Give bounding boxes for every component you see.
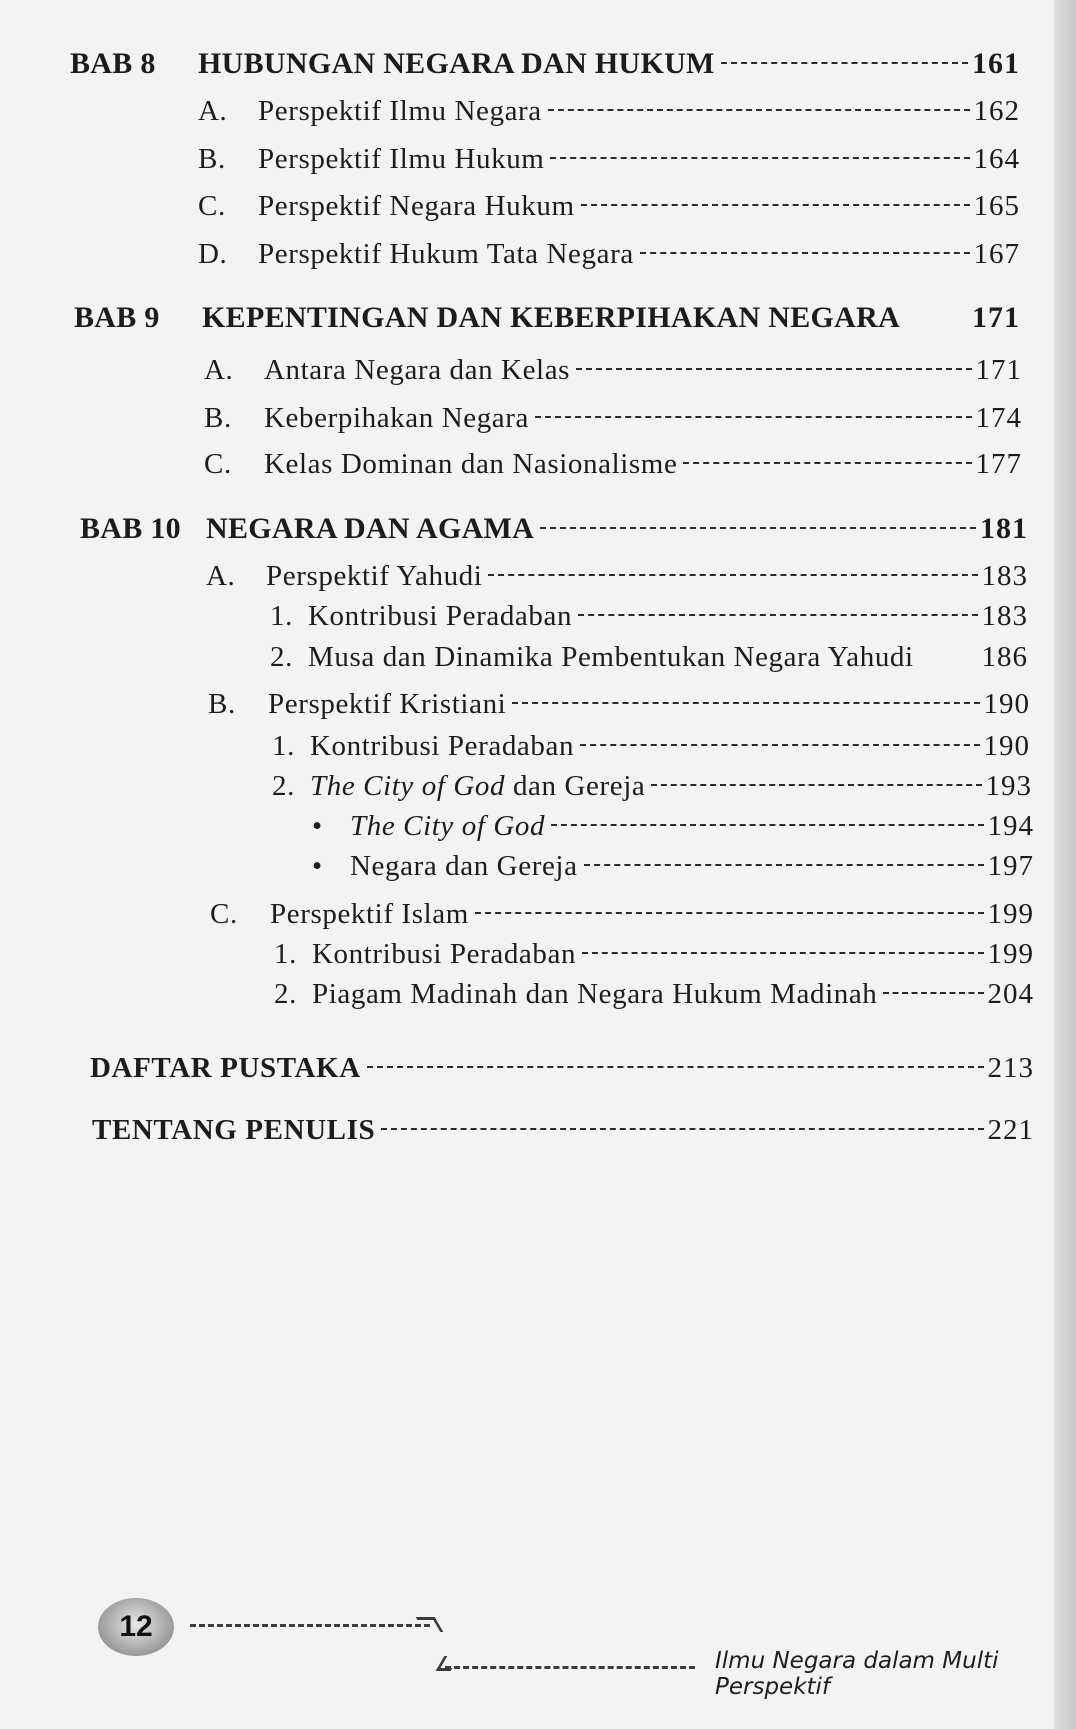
dot-leader	[584, 864, 984, 866]
subsection-prefix: 2.	[274, 978, 297, 1010]
page-number: 161	[972, 47, 1020, 80]
page-number-badge: 12	[98, 1598, 174, 1656]
subsection-prefix: 1.	[274, 938, 297, 970]
subsection-title: Piagam Madinah dan Negara Hukum Madinah	[312, 978, 878, 1010]
subsection-title	[310, 770, 645, 803]
bullet-title: The City of God	[350, 810, 546, 842]
section-title: Antara Negara dan Kelas	[264, 354, 571, 386]
dot-leader	[548, 109, 970, 111]
back-matter-title: TENTANG PENULIS	[92, 1114, 376, 1146]
dot-leader	[580, 744, 979, 746]
dot-leader	[906, 316, 968, 318]
page-number: 190	[983, 688, 1030, 720]
page-number: 183	[981, 560, 1028, 592]
subsection-title: Kontribusi Peradaban	[312, 938, 577, 970]
dot-leader	[582, 952, 983, 954]
page-number: 199	[987, 938, 1034, 970]
section-title: Perspektif Ilmu Negara	[258, 95, 542, 127]
toc-bullet-item	[312, 810, 1034, 850]
toc-section	[198, 190, 1020, 230]
toc-subsection	[272, 770, 1032, 810]
toc-section	[208, 688, 1030, 728]
subsection-title: Kontribusi Peradaban	[310, 730, 575, 762]
dot-leader	[488, 574, 977, 576]
chapter-prefix: BAB 9	[74, 301, 160, 334]
section-prefix: A.	[206, 560, 236, 592]
page-number: 181	[980, 512, 1028, 545]
page-number: 171	[975, 354, 1022, 386]
subsection-prefix: 1.	[270, 600, 293, 632]
section-title: Perspektif Negara Hukum	[258, 190, 575, 222]
footer-dashed-line-top	[190, 1624, 430, 1627]
dot-leader	[381, 1128, 983, 1130]
dot-leader	[535, 416, 971, 418]
dot-leader	[367, 1066, 984, 1068]
toc-section	[206, 560, 1028, 600]
subsection-title-rest: dan Gereja	[505, 770, 646, 802]
section-title: Perspektif Kristiani	[268, 688, 507, 720]
page-footer	[0, 1580, 1076, 1700]
chapter-title: KEPENTINGAN DAN KEBERPIHAKAN NEGARA	[202, 301, 901, 334]
section-prefix: C.	[210, 898, 238, 930]
page-number: 177	[975, 448, 1022, 480]
footer-line-hook	[416, 1617, 444, 1632]
toc-section	[198, 143, 1020, 183]
subsection-title: Musa dan Dinamika Pembentukan Negara Yahudi	[308, 641, 914, 673]
page-number: 197	[987, 850, 1034, 882]
book-title-italic: The City of God	[310, 770, 506, 802]
dot-leader	[540, 527, 976, 529]
dot-leader	[640, 252, 970, 254]
bullet-title: Negara dan Gereja	[350, 850, 578, 882]
toc-subsection	[270, 600, 1028, 640]
page-number: 165	[973, 190, 1020, 222]
section-prefix: A.	[198, 95, 228, 127]
page-number: 204	[987, 978, 1034, 1010]
toc-bullet-item	[312, 850, 1034, 890]
page-number: 193	[985, 770, 1032, 802]
dot-leader	[475, 912, 984, 914]
page-number: 171	[972, 301, 1020, 334]
page-number: 167	[973, 238, 1020, 270]
toc-section	[204, 448, 1022, 488]
toc-section	[198, 95, 1020, 135]
dot-leader	[683, 462, 971, 464]
section-prefix: C.	[198, 190, 226, 222]
page-number: 186	[981, 641, 1028, 673]
section-prefix: B.	[198, 143, 226, 175]
dot-leader	[581, 204, 970, 206]
back-matter-title: DAFTAR PUSTAKA	[90, 1052, 361, 1084]
subsection-prefix: 1.	[272, 730, 295, 762]
page-edge-shadow	[1054, 0, 1076, 1729]
subsection-title: Kontribusi Peradaban	[308, 600, 573, 632]
dot-leader	[550, 157, 969, 159]
toc-subsection	[270, 641, 1028, 681]
section-title: Perspektif Ilmu Hukum	[258, 143, 545, 175]
page-number: 183	[981, 600, 1028, 632]
page-number: 199	[987, 898, 1034, 930]
dot-leader	[576, 368, 971, 370]
dot-leader	[721, 62, 968, 64]
chapter-title: NEGARA DAN AGAMA	[206, 512, 535, 545]
section-prefix: B.	[204, 402, 232, 434]
section-prefix: B.	[208, 688, 236, 720]
page-number: 164	[973, 143, 1020, 175]
bullet-icon: •	[312, 810, 323, 842]
section-title: Kelas Dominan dan Nasionalisme	[264, 448, 678, 480]
page-number: 190	[983, 730, 1030, 762]
dot-leader	[651, 784, 981, 786]
section-title: Perspektif Hukum Tata Negara	[258, 238, 634, 270]
page-number: 174	[975, 402, 1022, 434]
toc-subsection	[274, 938, 1034, 978]
toc-section	[210, 898, 1034, 938]
toc-chapter-9	[74, 301, 1020, 341]
chapter-title: HUBUNGAN NEGARA DAN HUKUM	[198, 47, 715, 80]
chapter-prefix: BAB 8	[70, 47, 156, 80]
toc-subsection	[274, 978, 1034, 1018]
toc-chapter-10	[80, 512, 1028, 552]
section-title: Perspektif Yahudi	[266, 560, 483, 592]
section-prefix: A.	[204, 354, 234, 386]
chapter-prefix: BAB 10	[80, 512, 181, 545]
page-number: 162	[973, 95, 1020, 127]
dot-leader	[920, 655, 978, 657]
section-title: Keberpihakan Negara	[264, 402, 530, 434]
page-number: 213	[987, 1052, 1034, 1084]
toc-section	[204, 354, 1022, 394]
bullet-icon: •	[312, 850, 323, 882]
subsection-prefix: 2.	[270, 641, 293, 673]
page-number: 221	[987, 1114, 1034, 1146]
subsection-prefix: 2.	[272, 770, 295, 802]
toc-section	[198, 238, 1020, 278]
section-title: Perspektif Islam	[270, 898, 469, 930]
dot-leader	[512, 702, 979, 704]
toc-bibliography	[90, 1052, 1034, 1092]
dot-leader	[578, 614, 977, 616]
page-number: 194	[987, 810, 1034, 842]
toc-chapter-8	[70, 47, 1020, 87]
running-book-title: Ilmu Negara dalam Multi Perspektif	[715, 1648, 999, 1700]
footer-dashed-line-bottom	[445, 1666, 695, 1669]
toc-section	[204, 402, 1022, 442]
section-prefix: C.	[204, 448, 232, 480]
section-prefix: D.	[198, 238, 228, 270]
toc-about-author	[92, 1114, 1034, 1154]
toc-subsection	[272, 730, 1030, 770]
dot-leader	[883, 992, 983, 994]
dot-leader	[551, 824, 983, 826]
